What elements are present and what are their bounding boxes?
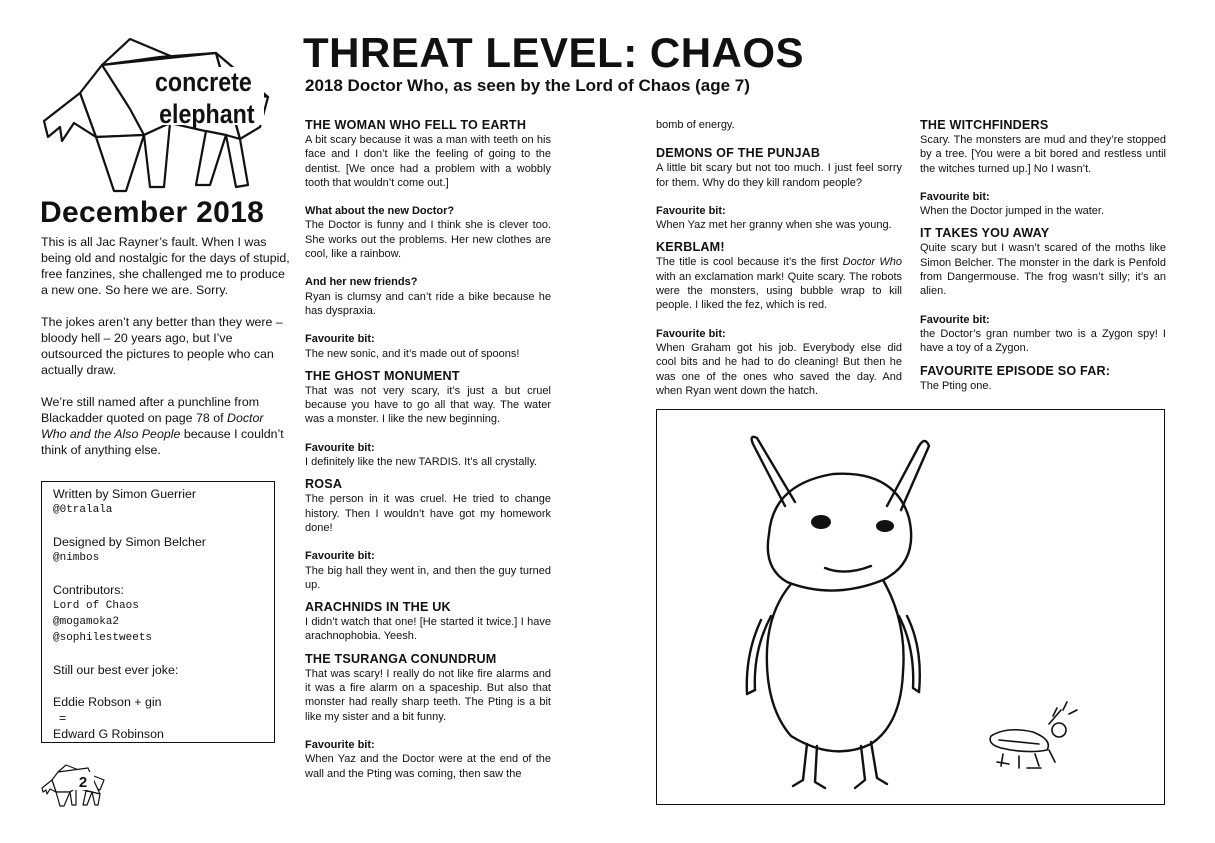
writer-credit: Written by Simon Guerrier bbox=[53, 487, 196, 501]
review-text-span: The title is cool because it’s the first bbox=[656, 256, 843, 269]
favourite-episode-heading: FAVOURITE EPISODE SO FAR: bbox=[920, 363, 1111, 378]
logo-word-1: concrete bbox=[155, 67, 252, 98]
favourite-text: When Graham got his job. Everybody else did cool bits and he had to do cleaning! But then he was one of the ones who saved the day. And when Ryan went down the hatch. bbox=[656, 341, 902, 397]
review-text: Scary. The monsters are mud and they’re stopped by a tree. [You were a bit bored and restless until the witches turned up.] No I wasn’t. bbox=[920, 134, 1166, 175]
review-text: I didn’t watch that one! [He started it twice.] I have arachnophobia. Yeesh. bbox=[305, 616, 551, 643]
joke-line: Eddie Robson + gin bbox=[53, 695, 162, 709]
episode-heading: ARACHNIDS IN THE UK bbox=[305, 600, 451, 615]
intro-text-span: because I couldn’t think of anything else. bbox=[41, 427, 284, 457]
article-subtitle: 2018 Doctor Who, as seen by the Lord of Chaos (age 7) bbox=[305, 76, 750, 95]
answer: The Doctor is funny and I think she is clever too. She works out the problems. Her new clothes are cool, like a rainbow. bbox=[305, 219, 551, 261]
favourite-label: Favourite bit: bbox=[305, 738, 375, 751]
favourite-text: When Yaz met her granny when she was young. bbox=[656, 219, 892, 232]
joke-line: Edward G Robinson bbox=[53, 727, 164, 741]
question: What about the new Doctor? bbox=[305, 205, 455, 218]
episode-heading: THE TSURANGA CONUNDRUM bbox=[305, 651, 497, 666]
favourite-episode: The Pting one. bbox=[920, 379, 992, 392]
credits-box bbox=[41, 481, 275, 743]
book-title: Doctor Who and the Also People bbox=[41, 411, 264, 441]
answer: Ryan is clumsy and can’t ride a bike because he has dyspraxia. bbox=[305, 290, 551, 317]
issue-date: December 2018 bbox=[40, 196, 265, 229]
article-column-1 bbox=[305, 118, 551, 781]
review-text bbox=[656, 255, 902, 312]
review-text: That was scary! I really do not like fire alarms and it was a fire alarm on a spaceship. But also that monster had really sharp teeth. The Pting is a bit like my sister and a bit funny. bbox=[305, 667, 551, 723]
logo-word-2: elephant bbox=[159, 99, 255, 130]
contributor: @sophilestweets bbox=[53, 632, 153, 644]
review-text: A bit scary because it was a man with teeth on his face and I don’t like the feeling of going to the dentist. [We once had a problem with a wobbly tooth that wouldn’t come out.] bbox=[305, 134, 551, 189]
contributors-label: Contributors: bbox=[53, 583, 124, 597]
favourite-label: Favourite bit: bbox=[305, 550, 375, 563]
contributor: Lord of Chaos bbox=[53, 600, 139, 612]
favourite-text: The big hall they went in, and then the guy turned up. bbox=[305, 564, 551, 591]
episode-heading: THE GHOST MONUMENT bbox=[305, 368, 460, 383]
review-text: The person in it was cruel. He tried to change history. Then I wouldn’t have got my homework done! bbox=[305, 493, 551, 534]
child-drawing-alien-and-insect bbox=[657, 410, 1164, 804]
article-column-3 bbox=[920, 118, 1166, 393]
episode-heading: ROSA bbox=[305, 477, 343, 492]
episode-heading: KERBLAM! bbox=[656, 240, 725, 255]
favourite-text: When Yaz and the Doctor were at the end of the wall and the Pting was coming, then saw the bbox=[305, 753, 551, 780]
favourite-text: I definitely like the new TARDIS. It’s all crystally. bbox=[305, 456, 538, 469]
favourite-label: Favourite bit: bbox=[656, 204, 726, 217]
intro-paragraph: This is all Jac Rayner’s fault. When I was being old and nostalgic for the days of stupid, free fanzines, she challenged me to produce a new one. So here we are. Sorry. bbox=[41, 235, 290, 297]
joke-label: Still our best ever joke: bbox=[53, 663, 179, 677]
article-title: THREAT LEVEL: CHAOS bbox=[303, 29, 805, 76]
drawing-frame bbox=[656, 409, 1165, 805]
intro-text bbox=[41, 234, 291, 474]
intro-paragraph: The jokes aren’t any better than they were – bloody hell – 20 years ago, but I’ve outsourced the pictures to people who can actually draw. bbox=[41, 315, 283, 377]
episode-heading: THE WOMAN WHO FELL TO EARTH bbox=[305, 118, 527, 132]
designer-credit: Designed by Simon Belcher bbox=[53, 535, 206, 549]
page-number: 2 bbox=[78, 774, 88, 791]
small-elephant-icon bbox=[40, 764, 106, 808]
article-column-2 bbox=[656, 118, 902, 398]
show-title: Doctor Who bbox=[842, 256, 902, 269]
review-text-span: with an exclamation mark! Quite scary. The robots were the monsters, using bubble wrap to kill people. I liked the fez, which is red. bbox=[656, 270, 902, 312]
joke-line: = bbox=[59, 711, 67, 725]
concrete-elephant-logo bbox=[40, 35, 270, 195]
designer-handle: @nimbos bbox=[53, 552, 100, 564]
favourite-text: the Doctor’s gran number two is a Zygon spy! I have a toy of a Zygon. bbox=[920, 327, 1166, 355]
favourite-label: Favourite bit: bbox=[656, 327, 726, 340]
question: And her new friends? bbox=[305, 276, 418, 289]
favourite-label: Favourite bit: bbox=[305, 333, 375, 346]
writer-handle: @0tralala bbox=[53, 504, 113, 516]
review-text: Quite scary but I wasn’t scared of the moths like Simon Belcher. The monster in the dark is Penfold from Dangermouse. The frog wasn’t silly; it’s an alien. bbox=[920, 242, 1166, 298]
episode-heading: IT TAKES YOU AWAY bbox=[920, 226, 1050, 241]
favourite-label: Favourite bit: bbox=[305, 441, 375, 454]
favourite-text: The new sonic, and it’s made out of spoons! bbox=[305, 347, 520, 360]
favourite-label: Favourite bit: bbox=[920, 190, 990, 203]
intro-paragraph bbox=[41, 394, 291, 458]
review-text: A little bit scary but not too much. I just feel sorry for them. Why do they kill random people? bbox=[656, 162, 902, 189]
continued-text: bomb of energy. bbox=[656, 119, 735, 131]
contributor: @mogamoka2 bbox=[53, 616, 120, 628]
episode-heading: THE WITCHFINDERS bbox=[920, 118, 1049, 132]
favourite-label: Favourite bit: bbox=[920, 313, 990, 326]
favourite-text: When the Doctor jumped in the water. bbox=[920, 205, 1105, 218]
review-text: That was not very scary, it’s just a but cruel because you have to go all that way. The water was a monster. I like the new beginning. bbox=[305, 384, 551, 426]
episode-heading: DEMONS OF THE PUNJAB bbox=[656, 146, 821, 161]
intro-text-span: We’re still named after a punchline from Blackadder quoted on page 78 of bbox=[41, 395, 260, 425]
